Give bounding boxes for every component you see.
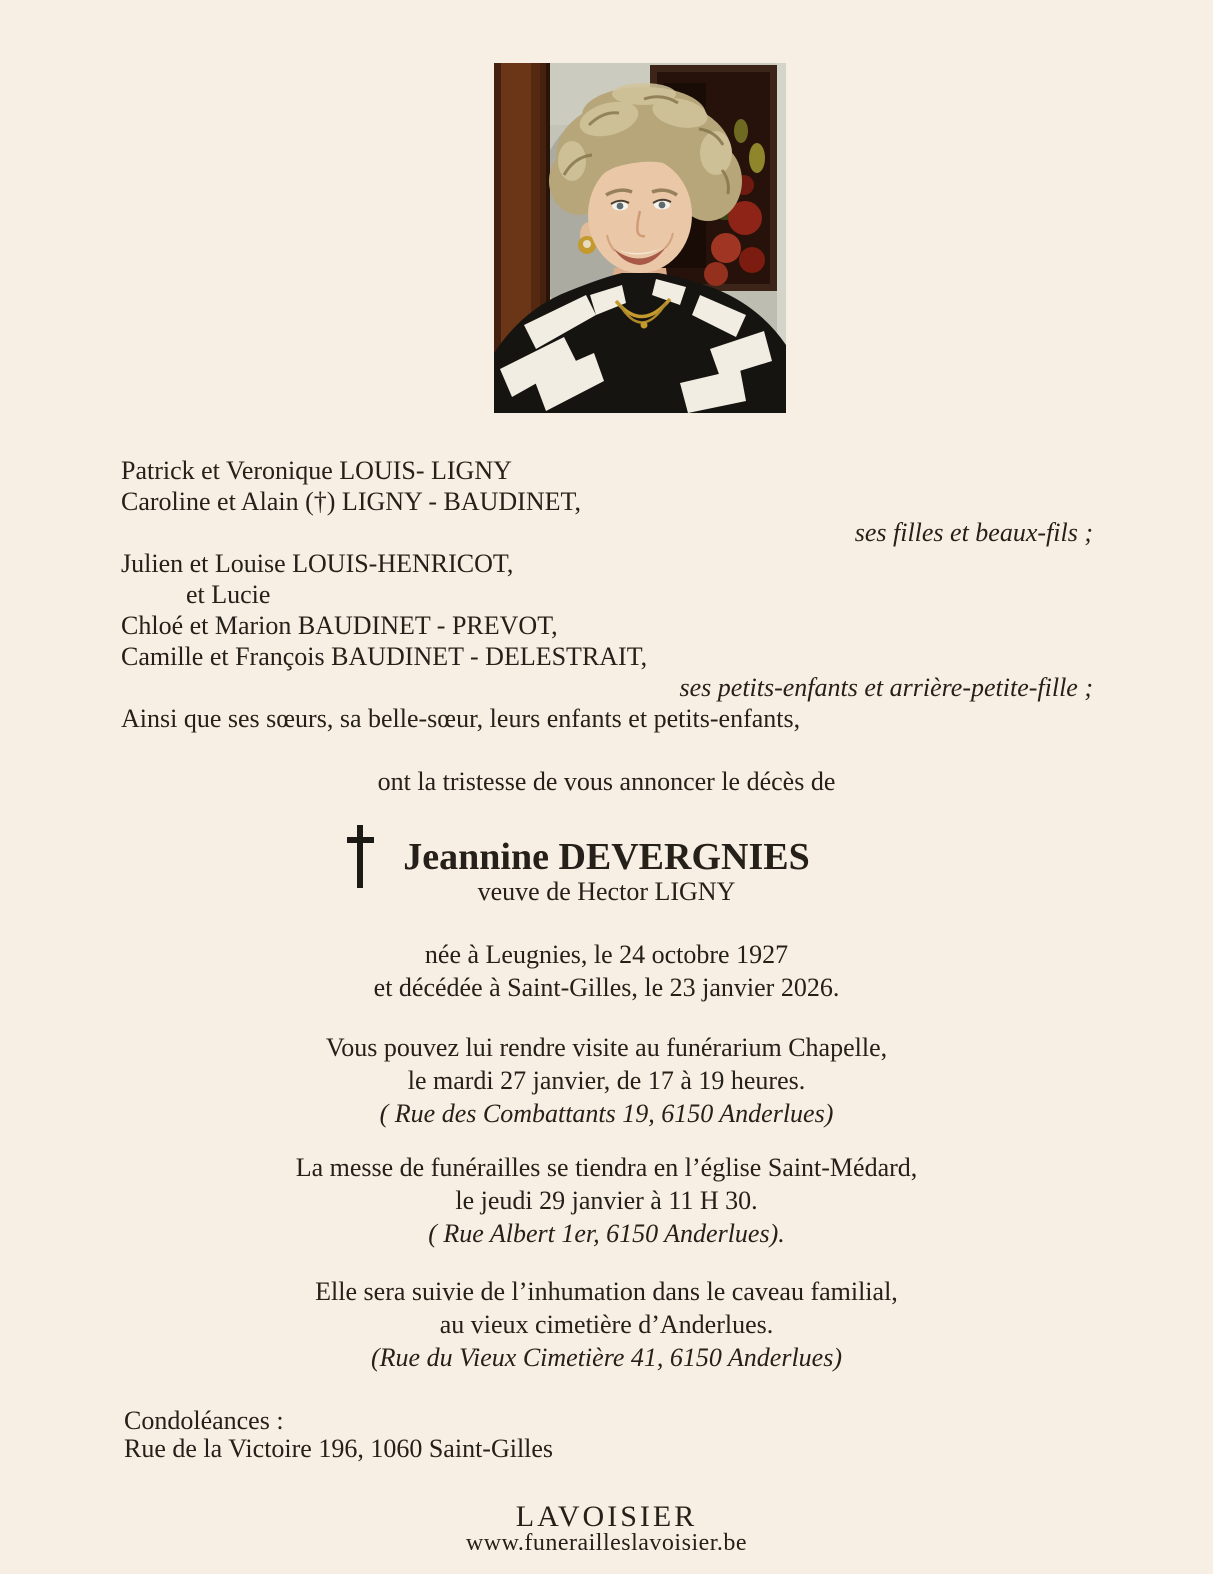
- condolences-block: [124, 1407, 553, 1463]
- birth-line: née à Leugnies, le 24 octobre 1927: [424, 940, 789, 969]
- relation-role-line: ses filles et beaux-fils ;: [854, 518, 1093, 547]
- mass-line: La messe de funérailles se tiendra en l’église Saint-Médard,: [295, 1153, 918, 1182]
- relative-line: Camille et François BAUDINET - DELESTRAIT,: [121, 642, 648, 671]
- condolences-address: Rue de la Victoire 196, 1060 Saint-Gilles: [124, 1434, 554, 1463]
- burial-line: Elle sera suivie de l’inhumation dans le caveau familial,: [315, 1277, 898, 1306]
- deceased-name: Jeannine DEVERGNIES: [403, 836, 810, 878]
- mass-line: le jeudi 29 janvier à 11 H 30.: [455, 1186, 758, 1215]
- relative-line: Caroline et Alain (†) LIGNY - BAUDINET,: [121, 487, 581, 516]
- funeral-home-website: www.funerailleslavoisier.be: [465, 1530, 748, 1556]
- visitation-address: ( Rue des Combattants 19, 6150 Anderlues): [379, 1099, 834, 1128]
- relative-line: Patrick et Veronique LOUIS- LIGNY: [121, 456, 512, 485]
- portrait-photo: [494, 63, 786, 413]
- relation-role-line: ses petits-enfants et arrière-petite-fille ;: [679, 673, 1093, 702]
- death-line: et décédée à Saint-Gilles, le 23 janvier 2026.: [373, 973, 840, 1002]
- burial-address: (Rue du Vieux Cimetière 41, 6150 Anderlues): [370, 1343, 842, 1372]
- relative-line: Ainsi que ses sœurs, sa belle-sœur, leurs enfants et petits-enfants,: [121, 704, 801, 733]
- relative-line: Chloé et Marion BAUDINET - PREVOT,: [121, 611, 558, 640]
- burial-block: [0, 1275, 1213, 1374]
- relatives-list: [121, 455, 1093, 734]
- portrait-photo-illustration: [494, 63, 786, 413]
- funeral-home-brand: LAVOISIER: [515, 1500, 698, 1533]
- relative-line: et Lucie: [186, 580, 271, 609]
- mass-address: ( Rue Albert 1er, 6150 Anderlues).: [428, 1219, 785, 1248]
- relative-line: Julien et Louise LOUIS-HENRICOT,: [121, 549, 514, 578]
- visitation-line: Vous pouvez lui rendre visite au funérarium Chapelle,: [325, 1033, 888, 1062]
- visitation-line: le mardi 27 janvier, de 17 à 19 heures.: [407, 1066, 806, 1095]
- birth-death-block: [0, 938, 1213, 1004]
- burial-line: au vieux cimetière d’Anderlues.: [439, 1310, 774, 1339]
- visitation-block: [0, 1031, 1213, 1130]
- mass-block: [0, 1151, 1213, 1250]
- announcement-intro: ont la tristesse de vous annoncer le décès de: [377, 767, 836, 796]
- condolences-label: Condoléances :: [124, 1406, 284, 1435]
- deceased-subtitle: veuve de Hector LIGNY: [477, 877, 736, 906]
